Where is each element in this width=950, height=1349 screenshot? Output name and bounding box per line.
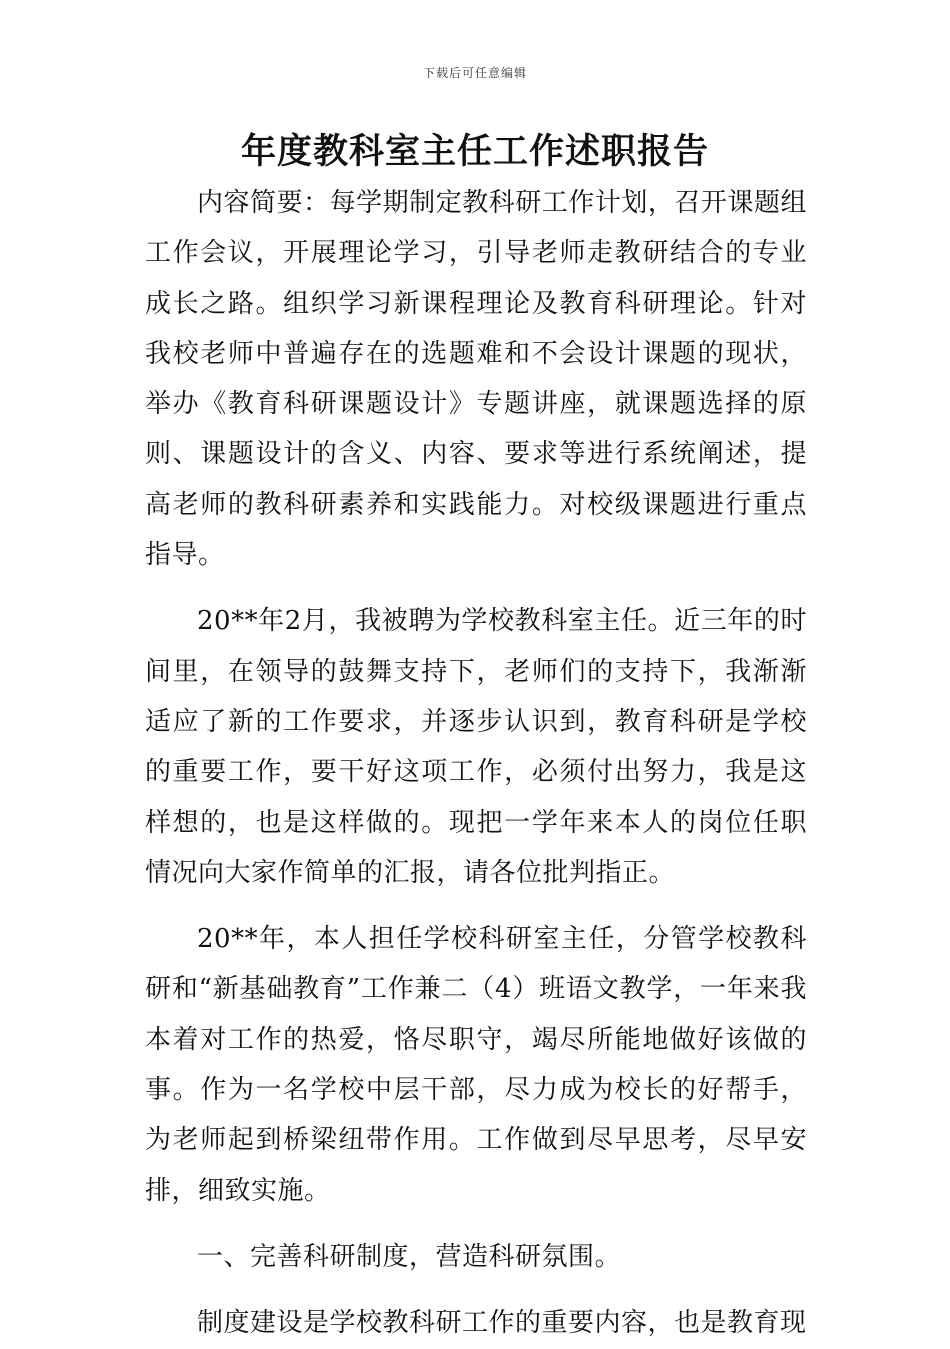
document-title: 年度教科室主任工作述职报告 (240, 132, 709, 172)
header-note: 下载后可任意编辑 (422, 66, 527, 80)
paragraph-system-building: 制度建设是学校教科研工作的重要内容，也是教育现 (197, 1308, 807, 1339)
document-body (145, 178, 807, 1349)
paragraph-duties: 20**年，本人担任学校科研室主任，分管学校教科研和“新基础教育”工作兼二（4）班语文教学，一年来我本着对工作的热爱，恪尽职守，竭尽所能地做好该做的事。作为一名学校中层干部，尽力成为校长的好帮手，为老师起到桥梁纽带作用。工作做到尽早思考，尽早安排，细致实施。 (145, 924, 807, 1206)
paragraph-appointment: 20**年2月，我被聘为学校教科室主任。近三年的时间里，在领导的鼓舞支持下，老师们的支持下，我渐渐适应了新的工作要求，并逐步认识到，教育科研是学校的重要工作，要干好这项工作，必须付出努力，我是这样想的，也是这样做的。现把一学年来本人的岗位任职情况向大家作简单的汇报，请各位批判指正。 (145, 606, 807, 888)
paragraph-summary: 内容简要：每学期制定教科研工作计划，召开课题组工作会议，开展理论学习，引导老师走教研结合的专业成长之路。组织学习新课程理论及教育科研理论。针对我校老师中普遍存在的选题难和不会设计课题的现状，举办《教育科研课题设计》专题讲座，就课题选择的原则、课题设计的含义、内容、要求等进行系统阐述，提高老师的教科研素养和实践能力。对校级课题进行重点指导。 (145, 188, 807, 571)
section-heading-1: 一、完善科研制度，营造科研氛围。 (197, 1241, 622, 1272)
